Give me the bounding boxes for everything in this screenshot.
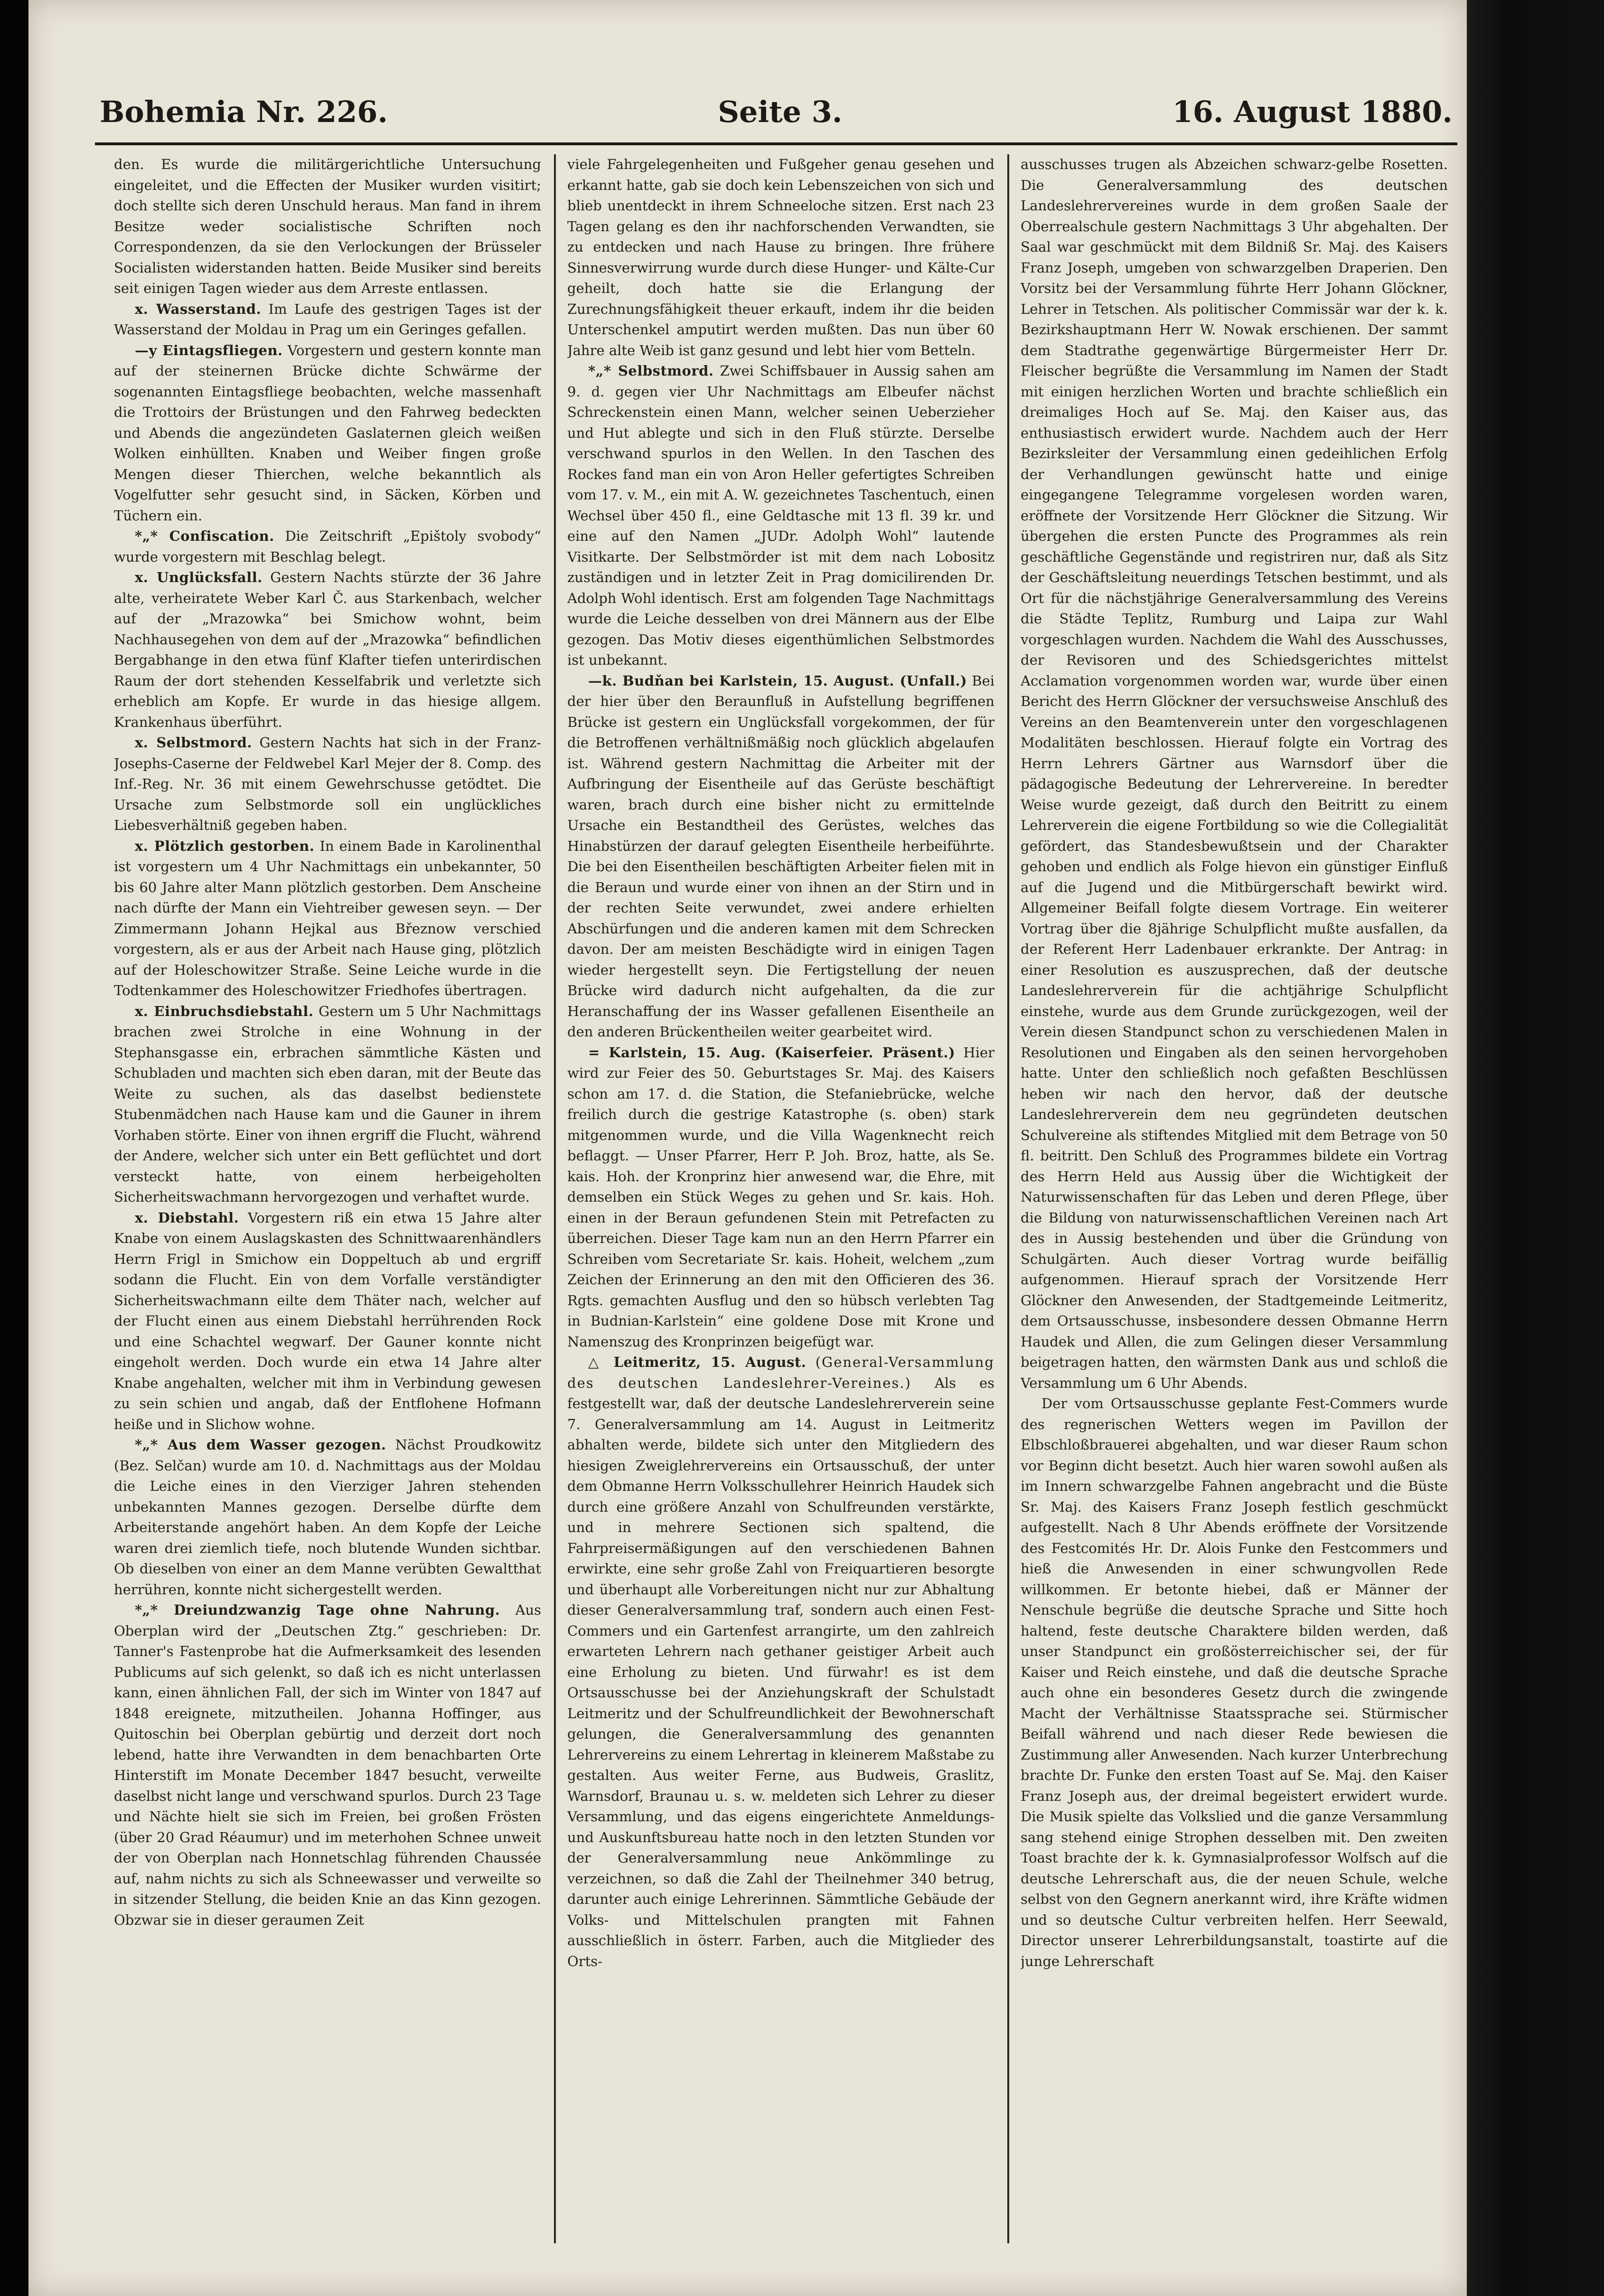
article-text: Der vom Ortsausschusse geplante Fest-Commers wurde des regnerischen Wetters wegen im Pavillon der Elbschloßbrauerei abgehalten, und war dieser Raum schon vor Beginn dicht besetzt. Auch hier waren sowohl außen als im Innern schwarzgelbe Fahnen angebracht und die Büste Sr. Maj. des Kaisers Franz Joseph festlich geschmückt aufgestellt. Nach 8 Uhr Abends eröffnete der Vorsitzende des Festcomités Hr. Dr. Alois Funke den Festcommers und hieß die Anwesenden in einer schwungvollen Rede willkommen. Er betonte hiebei, daß er Männer der Nenschule begrüße die deutsche Sprache und Sitte hoch haltend, feste deutsche Charaktere bilden werden, daß unser Standpunct ein großösterreichischer sei, der für Kaiser und Reich einstehe, und daß die deutsche Sprache auch ohne ein besonderes Gesetz durch die zwingende Macht der Verhältnisse Staatssprache sei. Stürmischer Beifall während und nach dieser Rede bewiesen die Zustimmung aller Anwesenden. Nach kurzer Unterbrechung brachte Dr. Funke den ersten Toast auf Se. Maj. den Kaiser Franz Joseph aus, der dreimal begeistert erwidert wurde. Die Musik spielte das Volkslied und die ganze Versammlung sang stehend einige Strophen desselben mit. Den zweiten Toast brachte der k. k. Gymnasialprofessor Wolfsch auf die deutsche Lehrerschaft aus, die der neuen Schule, welche selbst von den Gegnern anerkannt wird, ihre Kräfte widmen und so deutsche Cultur verbreiten helfen. Herr Seewald, Director unserer Lehrerbildungsanstalt, toastirte auf die junge Lehrerschaft xyxy=(1021,1395,1448,1969)
scan-edge xyxy=(1467,0,1604,2296)
article-text: Hier wird zur Feier des 50. Geburtstages Sr. Maj. des Kaisers schon am 17. d. die Station, die Stefaniebrücke, welche freilich durch die gestrige Katastrophe (s. oben) stark mitgenommen wurde, und die Villa Wagenknecht reich beflaggt. — Unser Pfarrer, Herr P. Joh. Broz, hatte, als Se. kais. Hoh. der Kronprinz hier anwesend war, die Ehre, mit demselben ein Stück Weges zu gehen und Sr. kais. Hoh. einen in der Beraun gefundenen Stein mit Petrefacten zu überreichen. Dieser Tage kam nun an den Herrn Pfarrer ein Schreiben vom Secretariate Sr. kais. Hoheit, welchem „zum Zeichen der Erinnerung an den mit den Officieren des 36. Rgts. gemachten Ausflug und den so hübsch verlebten Tag in Budnian-Karlstein“ eine goldene Dose mit Krone und Namenszug des Kronprinzen beigefügt war. xyxy=(567,1044,994,1350)
masthead-issue: Bohemia Nr. 226. xyxy=(100,94,388,129)
article-paragraph xyxy=(114,733,541,836)
article-paragraph xyxy=(1021,1393,1448,1972)
article-body xyxy=(114,154,1448,2243)
article-text: Die Zeitschrift „Epištoly svobody“ wurde vorgestern mit Beschlag belegt. xyxy=(114,528,541,565)
article-text: Aus Oberplan wird der „Deutschen Ztg.“ geschrieben: Dr. Tanner's Fastenprobe hat die Aufmerksamkeit des lesenden Publicums auf sich gelenkt, so daß ich es nicht unterlassen kann, einen ähnlichen Fall, der sich im Winter von 1847 auf 1848 ereignete, mitzutheilen. Johanna Hoffinger, aus Quitoschin bei Oberplan gebürtig und derzeit dort noch lebend, hatte ihre Verwandten in dem benachbarten Orte Hinterstift im Monate December 1847 besucht, verweilte daselbst nicht lange und verschwand spurlos. Durch 23 Tage und Nächte hielt sie sich im Freien, bei großen Frösten (über 20 Grad Réaumur) und im meterhohen Schnee unweit der von Oberplan nach Honnetschlag führenden Chaussée auf, nahm nichts zu sich als Schneewasser und verweilte so in sitzender Stellung, die beiden Knie an das Kinn gezogen. Obzwar sie in dieser geraumen Zeit xyxy=(114,1602,541,1928)
article-text: Gestern Nachts hat sich in der Franz-Josephs-Caserne der Feldwebel Karl Mejer der 8. Comp. des Inf.-Reg. Nr. 36 mit einem Gewehrschusse getödtet. Die Ursache zum Selbstmorde soll ein unglückliches Liebesverhältniß gegeben haben. xyxy=(114,734,541,833)
article-text: Als es festgestellt war, daß der deutsche Landeslehrerverein seine 7. Generalversammlung am 14. August in Leitmeritz abhalten werde, bildete sich unter den Mitgliedern des hiesigen Zweiglehrervereins ein Ortsausschuß, der unter dem Obmanne Herrn Volksschullehrer Heinrich Haudek sich durch eine größere Anzahl von Schulfreunden verstärkte, und in mehrere Sectionen sich spaltend, die Fahrpreisermäßigungen auf den verschiedenen Bahnen erwirkte, eine sehr große Zahl von Freiquartieren besorgte und überhaupt alle Vorbereitungen nicht nur zur Abhaltung dieser Generalversammlung traf, sondern auch einen Fest-Commers und ein Gartenfest arrangirte, um den zahlreich erwarteten Lehrern nach gethaner geistiger Arbeit auch eine Erholung zu bieten. Und fürwahr! es ist dem Ortsausschusse bei der Anziehungskraft der Schulstadt Leitmeritz und der Schulfreundlichkeit der Bewohnerschaft gelungen, die Generalversammlung des genannten Lehrervereins zu einem Lehrertag in kleinerem Maßstabe zu gestalten. Aus weiter Ferne, aus Budweis, Graslitz, Warnsdorf, Braunau u. s. w. meldeten sich Lehrer zu dieser Versammlung, und das eigens eingerichtete Anmeldungs- und Auskunftsbureau hatte noch in den letzten Stunden vor der Generalversammlung neue Ankömmlinge zu verzeichnen, so daß die Zahl der Theilnehmer 340 betrug, darunter auch einige Lehrerinnen. Sämmtliche Gebäude der Volks- und Mittelschulen prangten mit Fahnen ausschließlich in österr. Farben, auch die Mitglieder des Orts- xyxy=(567,1374,994,1969)
article-paragraph xyxy=(567,154,994,361)
article-heading: x. Wasserstand. xyxy=(135,301,262,317)
article-paragraph xyxy=(114,299,541,340)
header-rule xyxy=(95,142,1457,145)
article-paragraph xyxy=(114,1435,541,1600)
article-heading: △ Leitmeritz, 15. August. xyxy=(588,1354,807,1370)
article-heading: x. Diebstahl. xyxy=(135,1209,239,1226)
column-1 xyxy=(114,154,541,2243)
article-text: Zwei Schiffsbauer in Aussig sahen am 9. d. gegen vier Uhr Nachmittags am Elbeufer nächst Schreckenstein einen Mann, welcher seinen Ueberzieher und Hut ablegte und sich in den Fluß stürzte. Derselbe verschwand spurlos in den Wellen. In den Taschen des Rockes fand man ein von Aron Heller gefertigtes Schreiben vom 17. v. M., ein mit A. W. gezeichnetes Taschentuch, einen Wechsel über 450 fl., eine Geldtasche mit 13 fl. 39 kr. und eine auf den Namen „JUDr. Adolph Wohl“ lautende Visitkarte. Der Selbstmörder ist mit dem nach Lobositz zuständigen und in letzter Zeit in Prag domicilirenden Dr. Adolph Wohl identisch. Erst am folgenden Tage Nachmittags wurde die Leiche desselben von drei Männern aus der Elbe gezogen. Das Motiv dieses eigenthümlichen Selbstmordes ist unbekannt. xyxy=(567,363,994,668)
article-heading: x. Unglücksfall. xyxy=(135,569,263,585)
article-paragraph xyxy=(114,1001,541,1208)
article-paragraph xyxy=(567,671,994,1043)
article-paragraph xyxy=(567,361,994,671)
article-text: den. Es wurde die militärgerichtliche Untersuchung eingeleitet, und die Effecten der Musiker wurden visitirt; doch stellte sich deren Unschuld heraus. Man fand in ihrem Besitze weder socialistische Schriften noch Correspondenzen, da sie den Verlockungen der Brüsseler Socialisten widerstanden hatten. Beide Musiker sind bereits seit einigen Tagen wieder aus dem Arreste entlassen. xyxy=(114,156,541,296)
article-text: ausschusses trugen als Abzeichen schwarz-gelbe Rosetten. Die Generalversammlung des deutschen Landeslehrervereines wurde in dem großen Saale der Oberrealschule gestern Nachmittags 3 Uhr abgehalten. Der Saal war geschmückt mit dem Bildniß Sr. Maj. des Kaisers Franz Joseph, umgeben von schwarzgelben Draperien. Den Vorsitz bei der Versammlung führte Herr Johann Glöckner, Lehrer in Tetschen. Als politischer Commissär war der k. k. Bezirkshauptmann Herr W. Nowak erschienen. Der sammt dem Stadtrathe gegenwärtige Bürgermeister Herr Dr. Fleischer begrüßte die Versammlung im Namen der Stadt mit einigen herzlichen Worten und brachte schließlich ein dreimaliges Hoch auf Se. Maj. den Kaiser aus, das enthusiastisch erwidert wurde. Nachdem auch der Herr Bezirksleiter der Versammlung einen gedeihlichen Erfolg der Verhandlungen gewünscht hatte und einige eingegangene Telegramme vorgelesen worden waren, eröffnete der Vorsitzende Herr Glöckner die Sitzung. Wir übergehen die ersten Puncte des Programmes als rein geschäftliche Gegenstände und registriren nur, daß als Sitz der Geschäftsleitung neuerdings Tetschen bestimmt, und als Ort für die nächstjährige Generalversammlung des Vereins die Städte Teplitz, Rumburg und Laipa zur Wahl vorgeschlagen wurden. Nachdem die Wahl des Ausschusses, der Revisoren und des Schiedsgerichtes mittelst Acclamation vorgenommen worden war, wurde über einen Bericht des Herrn Glöckner der versuchsweise Anschluß des Vereins an den Beamtenverein unter den vorgeschlagenen Modalitäten beschlossen. Hierauf folgte ein Vortrag des Herrn Lehrers Gärtner aus Warnsdorf über die pädagogische Bedeutung der Lehrervereine. In beredter Weise wurde gezeigt, daß durch den Beitritt zu einem Lehrerverein die eigene Fortbildung so wie die Collegialität gefördert, das Standesbewußtsein und der Charakter gehoben und endlich als Folge hievon ein günstiger Einfluß auf die Jugend und die Mitbürgerschaft bewirkt wird. Allgemeiner Beifall folgte diesem Vortrage. Ein weiterer Vortrag über die 8jährige Schulpflicht mußte ausfallen, da der Referent Herr Ladenbauer erkrankte. Der Antrag: in einer Resolution es auszusprechen, daß der deutsche Landeslehrerverein für die achtjährige Schulpflicht einstehe, wurde aus dem Grunde zurückgezogen, weil der Verein diesen Standpunct schon zu verschiedenen Malen in Resolutionen und Eingaben als den seinen hervorgehoben hatte. Unter den schließlich noch gefaßten Beschlüssen heben wir nach den hervor, daß der deutsche Landeslehrerverein dem neu gegründeten deutschen Schulvereine als stiftendes Mitglied mit dem Betrage von 50 fl. beitritt. Den Schluß des Programmes bildete ein Vortrag des Herrn Held aus Aussig über die Wichtigkeit der Naturwissenschaften für das Leben und deren Pflege, über die Bildung von naturwissenschaftlichen Vereinen nach Art des in Aussig bestehenden und über die Gründung von Schulgärten. Auch dieser Vortrag wurde beifällig aufgenommen. Hierauf sprach der Vorsitzende Herr Glöckner den Anwesenden, der Stadtgemeinde Leitmeritz, dem Ortsausschusse, insbesondere dessen Obmanne Herrn Haudek und Allen, die zum Gelingen dieser Versammlung beigetragen hatten, den wärmsten Dank aus und schloß die Versammlung um 6 Uhr Abends. xyxy=(1021,156,1448,1391)
article-heading: —y Eintagsfliegen. xyxy=(135,342,283,358)
article-heading: *„* Confiscation. xyxy=(135,528,274,544)
article-text: Bei der hier über den Beraunfluß in Aufstellung begriffenen Brücke ist gestern ein Unglücksfall vorgekommen, der für die Betroffenen verhältnißmäßig noch glücklich abgelaufen ist. Während gestern Nachmittag die Arbeiter mit der Aufbringung der Eisentheile auf das Gerüste beschäftigt waren, brach durch eine bisher nicht zu ermittelnde Ursache ein Bestandtheil des Gerüstes, welches das Hinabstürzen der darauf gelegten Eisentheile herbeiführte. Die bei den Eisentheilen beschäftigten Arbeiter fielen mit in die Beraun und wurde einer von ihnen an der Stirn und in der rechten Seite verwundet, zwei andere erhielten Abschürfungen und die anderen kamen mit dem Schrecken davon. Der am meisten Beschädigte wird in einigen Tagen wieder hergestellt seyn. Die Fertigstellung der neuen Brücke wird dadurch nicht aufgehalten, da die zur Heranschaffung der ins Wasser gefallenen Eisentheile an den anderen Brückentheilen weiter gearbeitet wird. xyxy=(567,672,994,1040)
article-text: In einem Bade in Karolinenthal ist vorgestern um 4 Uhr Nachmittags ein unbekannter, 50 bis 60 Jahre alter Mann plötzlich gestorben. Dem Anscheine nach dürfte der Mann ein Viehtreiber gewesen seyn. — Der Zimmermann Johann Hejkal aus Březnow verschied vorgestern, als er aus der Arbeit nach Hause ging, plötzlich auf der Holeschowitzer Straße. Seine Leiche wurde in die Todtenkammer des Holeschowitzer Friedhofes übertragen. xyxy=(114,837,541,998)
article-heading: *„* Aus dem Wasser gezogen. xyxy=(135,1437,386,1453)
article-subheading: (General-Versammlung des deutschen Landeslehrer-Vereines.) xyxy=(567,1354,994,1391)
page-header xyxy=(100,85,1453,138)
article-paragraph xyxy=(114,567,541,733)
column-2 xyxy=(567,154,994,2243)
article-paragraph xyxy=(114,836,541,1001)
article-text: Im Laufe des gestrigen Tages ist der Wasserstand der Moldau in Prag um ein Geringes gefallen. xyxy=(114,301,541,338)
article-text: Vorgestern und gestern konnte man auf der steinernen Brücke dichte Schwärme der sogenannten Eintagsfliege beobachten, welche massenhaft die Trottoirs der Brüstungen und den Fahrweg bedeckten und Abends die angezündeten Gaslaternen gleich weißen Wolken einhüllten. Knaben und Weiber fingen große Mengen dieser Thierchen, welche bekanntlich als Vogelfutter sehr gesucht sind, in Säcken, Körben und Tüchern ein. xyxy=(114,342,541,524)
issue-date: 16. August 1880. xyxy=(1172,94,1453,129)
article-heading: = Karlstein, 15. Aug. (Kaiserfeier. Präsent.) xyxy=(588,1044,956,1061)
article-paragraph xyxy=(114,154,541,299)
column-3 xyxy=(1021,154,1448,2243)
article-paragraph xyxy=(567,1352,994,1972)
article-heading: *„* Dreiundzwanzig Tage ohne Nahrung. xyxy=(135,1602,500,1618)
article-paragraph xyxy=(114,1600,541,1930)
article-heading: —k. Budňan bei Karlstein, 15. August. (Unfall.) xyxy=(588,672,967,689)
article-paragraph xyxy=(114,526,541,567)
column-rule xyxy=(1007,154,1009,2243)
article-text: Gestern um 5 Uhr Nachmittags brachen zwei Strolche in eine Wohnung in der Stephansgasse ein, erbrachen sämmtliche Kästen und Schubladen und machten sich eben daran, mit der Beute das Weite zu suchen, als das daselbst bedienstete Stubenmädchen nach Hause kam und die Gauner in ihrem Vorhaben störte. Einer von ihnen ergriff die Flucht, während der Andere, welcher sich unter ein Bett geflüchtet und dort versteckt hatte, von einem herbeigeholten Sicherheitswachmann hervorgezogen und verhaftet wurde. xyxy=(114,1003,541,1205)
article-paragraph xyxy=(114,340,541,527)
article-text: Vorgestern riß ein etwa 15 Jahre alter Knabe von einem Auslagskasten des Schnittwaarenhändlers Herrn Frigl in Smichow ein Doppeltuch ab und ergriff sodann die Flucht. Ein von dem Vorfalle verständigter Sicherheitswachmann eilte dem Thäter nach, welcher auf der Flucht einen aus einem Diebstahl herrührenden Rock und eine Schachtel wegwarf. Der Gauner konnte nicht eingeholt werden. Doch wurde ein etwa 14 Jahre alter Knabe angehalten, welcher mit ihm in Verbindung gewesen zu sein schien und angab, daß der Entflohene Hofmann heiße und in Slichow wohne. xyxy=(114,1209,541,1432)
column-rule xyxy=(554,154,556,2243)
page-number: Seite 3. xyxy=(718,94,843,129)
article-paragraph xyxy=(114,1208,541,1435)
article-heading: x. Selbstmord. xyxy=(135,734,252,751)
article-text: Gestern Nachts stürzte der 36 Jahre alte, verheiratete Weber Karl Č. aus Starkenbach, welcher auf der „Mrazowka“ bei Smichow wohnt, beim Nachhausegehen von dem auf der „Mrazowka“ befindlichen Bergabhange in den etwa fünf Klafter tiefen unterirdischen Raum der dort stehenden Kesselfabrik und verletzte sich erheblich am Kopfe. Er wurde in das hiesige allgem. Krankenhaus überführt. xyxy=(114,569,541,730)
article-text: viele Fahrgelegenheiten und Fußgeher genau gesehen und erkannt hatte, gab sie doch kein Lebenszeichen von sich und blieb unentdeckt in ihrem Schneeloche sitzen. Erst nach 23 Tagen gelang es den ihr nachforschenden Verwandten, sie zu entdecken und nach Hause zu bringen. Ihre frühere Sinnesverwirrung wurde durch diese Hunger- und Kälte-Cur geheilt, doch hatte sie die Erlangung der Zurechnungsfähigkeit theuer erkauft, indem ihr die beiden Unterschenkel amputirt werden mußten. Das nun über 60 Jahre alte Weib ist ganz gesund und lebt hier vom Betteln. xyxy=(567,156,994,358)
article-paragraph xyxy=(1021,154,1448,1393)
article-heading: x. Einbruchsdiebstahl. xyxy=(135,1003,314,1019)
article-heading: *„* Selbstmord. xyxy=(588,363,714,379)
article-paragraph xyxy=(567,1043,994,1353)
article-heading: x. Plötzlich gestorben. xyxy=(135,837,315,854)
article-text: Nächst Proudkowitz (Bez. Selčan) wurde am 10. d. Nachmittags aus der Moldau die Leiche eines in den Vierziger Jahren stehenden unbekannten Mannes gezogen. Derselbe dürfte dem Arbeiterstande angehört haben. An dem Kopfe der Leiche waren drei ziemlich tiefe, noch blutende Wunden sichtbar. Ob dieselben von einer an dem Manne verübten Gewaltthat herrühren, konnte nicht sichergestellt werden. xyxy=(114,1437,541,1598)
